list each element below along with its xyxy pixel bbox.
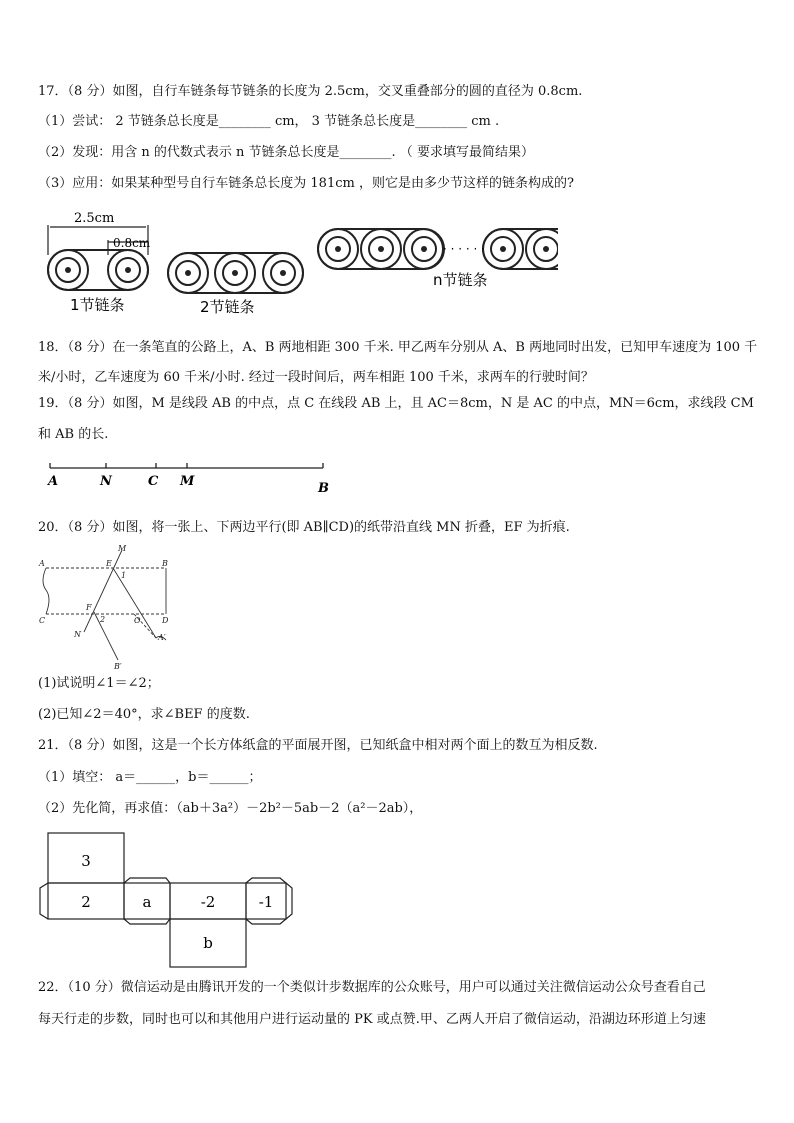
q21-title: 21．（8 分）如图，这是一个长方体纸盒的平面展开图，已知纸盒中相对两个面上的数互为相反数. xyxy=(38,738,598,753)
q19-line1: 19．（8 分）如图，M 是线段 AB 的中点，点 C 在线段 AB 上，且 AC＝8cm，N 是 AC 的中点，MN＝6cm，求线段 CM xyxy=(38,396,754,411)
q22-line1: 22．（10 分）微信运动是由腾讯开发的一个类似计步数据库的公众账号，用户可以通过关注微信运动公众号查看自己 xyxy=(38,980,706,995)
fig-label-1: 1 xyxy=(121,571,127,580)
net-cell-top: 3 xyxy=(81,852,91,870)
net-cell-b: b xyxy=(203,934,213,952)
fig-label-B: B xyxy=(162,559,168,568)
point-N: N xyxy=(100,474,112,489)
q17-part2: （2）发现：用含 n 的代数式表示 n 节链条总长度是________. （ 要求填写最简结果） xyxy=(38,145,534,160)
q19-line2: 和 AB 的长. xyxy=(38,427,109,442)
caption-n-links: n节链条 xyxy=(433,271,488,289)
point-M: M xyxy=(180,474,195,489)
q20-part2: (2)已知∠2＝40°，求∠BEF 的度数. xyxy=(38,707,250,722)
fig-label-O: O xyxy=(134,616,141,625)
chain-1-link xyxy=(48,250,148,290)
fig-label-B-prime: B′ xyxy=(114,662,122,671)
chain-ellipsis: · · · · · · xyxy=(443,242,485,256)
fig-label-2: 2 xyxy=(100,615,106,624)
fig-label-N: N xyxy=(74,630,81,639)
q17-title: 17．（8 分）如图，自行车链条每节链条的长度为 2.5cm，交叉重叠部分的圆的直径为 0.8cm. xyxy=(38,84,583,99)
fig-label-A-prime: A′ xyxy=(158,633,166,642)
net-cell-mid: -2 xyxy=(200,893,216,911)
point-A: A xyxy=(48,474,59,489)
net-cell-a: a xyxy=(142,893,152,911)
q20-title: 20．（8 分）如图，将一张上、下两边平行(即 AB∥CD)的纸带沿直线 MN 折叠，EF 为折痕. xyxy=(38,520,570,535)
box-net-figure xyxy=(38,828,298,968)
fig-label-D: D xyxy=(162,616,169,625)
q20-part1: (1)试说明∠1＝∠2； xyxy=(38,676,160,691)
q22-line2: 每天行走的步数，同时也可以和其他用户进行运动量的 PK 或点赞.甲、乙两人开启了微信运动，沿湖边环形道上匀速 xyxy=(38,1012,706,1027)
fig-label-C: C xyxy=(39,616,46,625)
q21-part2: （2）先化简，再求值：（ab＋3a²）－2b²－5ab－2（a²－2ab）， xyxy=(38,801,423,816)
fig-label-E: E xyxy=(106,559,112,568)
caption-1-link: 1节链条 xyxy=(70,296,125,314)
chain-n-links xyxy=(318,229,558,269)
fig-label-A: A xyxy=(39,559,45,568)
dim-diameter-label: 0.8cm xyxy=(113,236,151,250)
q21-part1: （1）填空： a＝______，b＝______； xyxy=(38,770,262,785)
point-C: C xyxy=(148,474,159,489)
point-B: B xyxy=(318,481,329,496)
q18-text: 18．（8 分）在一条笔直的公路上，A、B 两地相距 300 千米. 甲乙两车分别从 A、B 两地同时出发，已知甲车速度为 100 千米/小时，乙车速度为 60 千米/小时. 经过一段时间后，两车相距 100 千米，求两车的行驶时间？ xyxy=(38,340,758,385)
net-cell-left: 2 xyxy=(81,893,91,911)
net-cell-right: -1 xyxy=(258,893,274,911)
q17-part3: （3）应用：如果某种型号自行车链条总长度为 181cm ，则它是由多少节这样的链条构成的? xyxy=(38,176,574,191)
fig-label-M: M xyxy=(118,544,127,553)
fig-label-F: F xyxy=(86,603,92,612)
chain-figure xyxy=(38,205,558,320)
q17-part1: （1）尝试： 2 节链条总长度是________ cm， 3 节链条总长度是________ cm . xyxy=(38,114,500,129)
segment-figure xyxy=(38,455,338,500)
caption-2-links: 2节链条 xyxy=(200,298,255,316)
dim-length-label: 2.5cm xyxy=(74,211,115,226)
fold-figure xyxy=(38,542,178,672)
